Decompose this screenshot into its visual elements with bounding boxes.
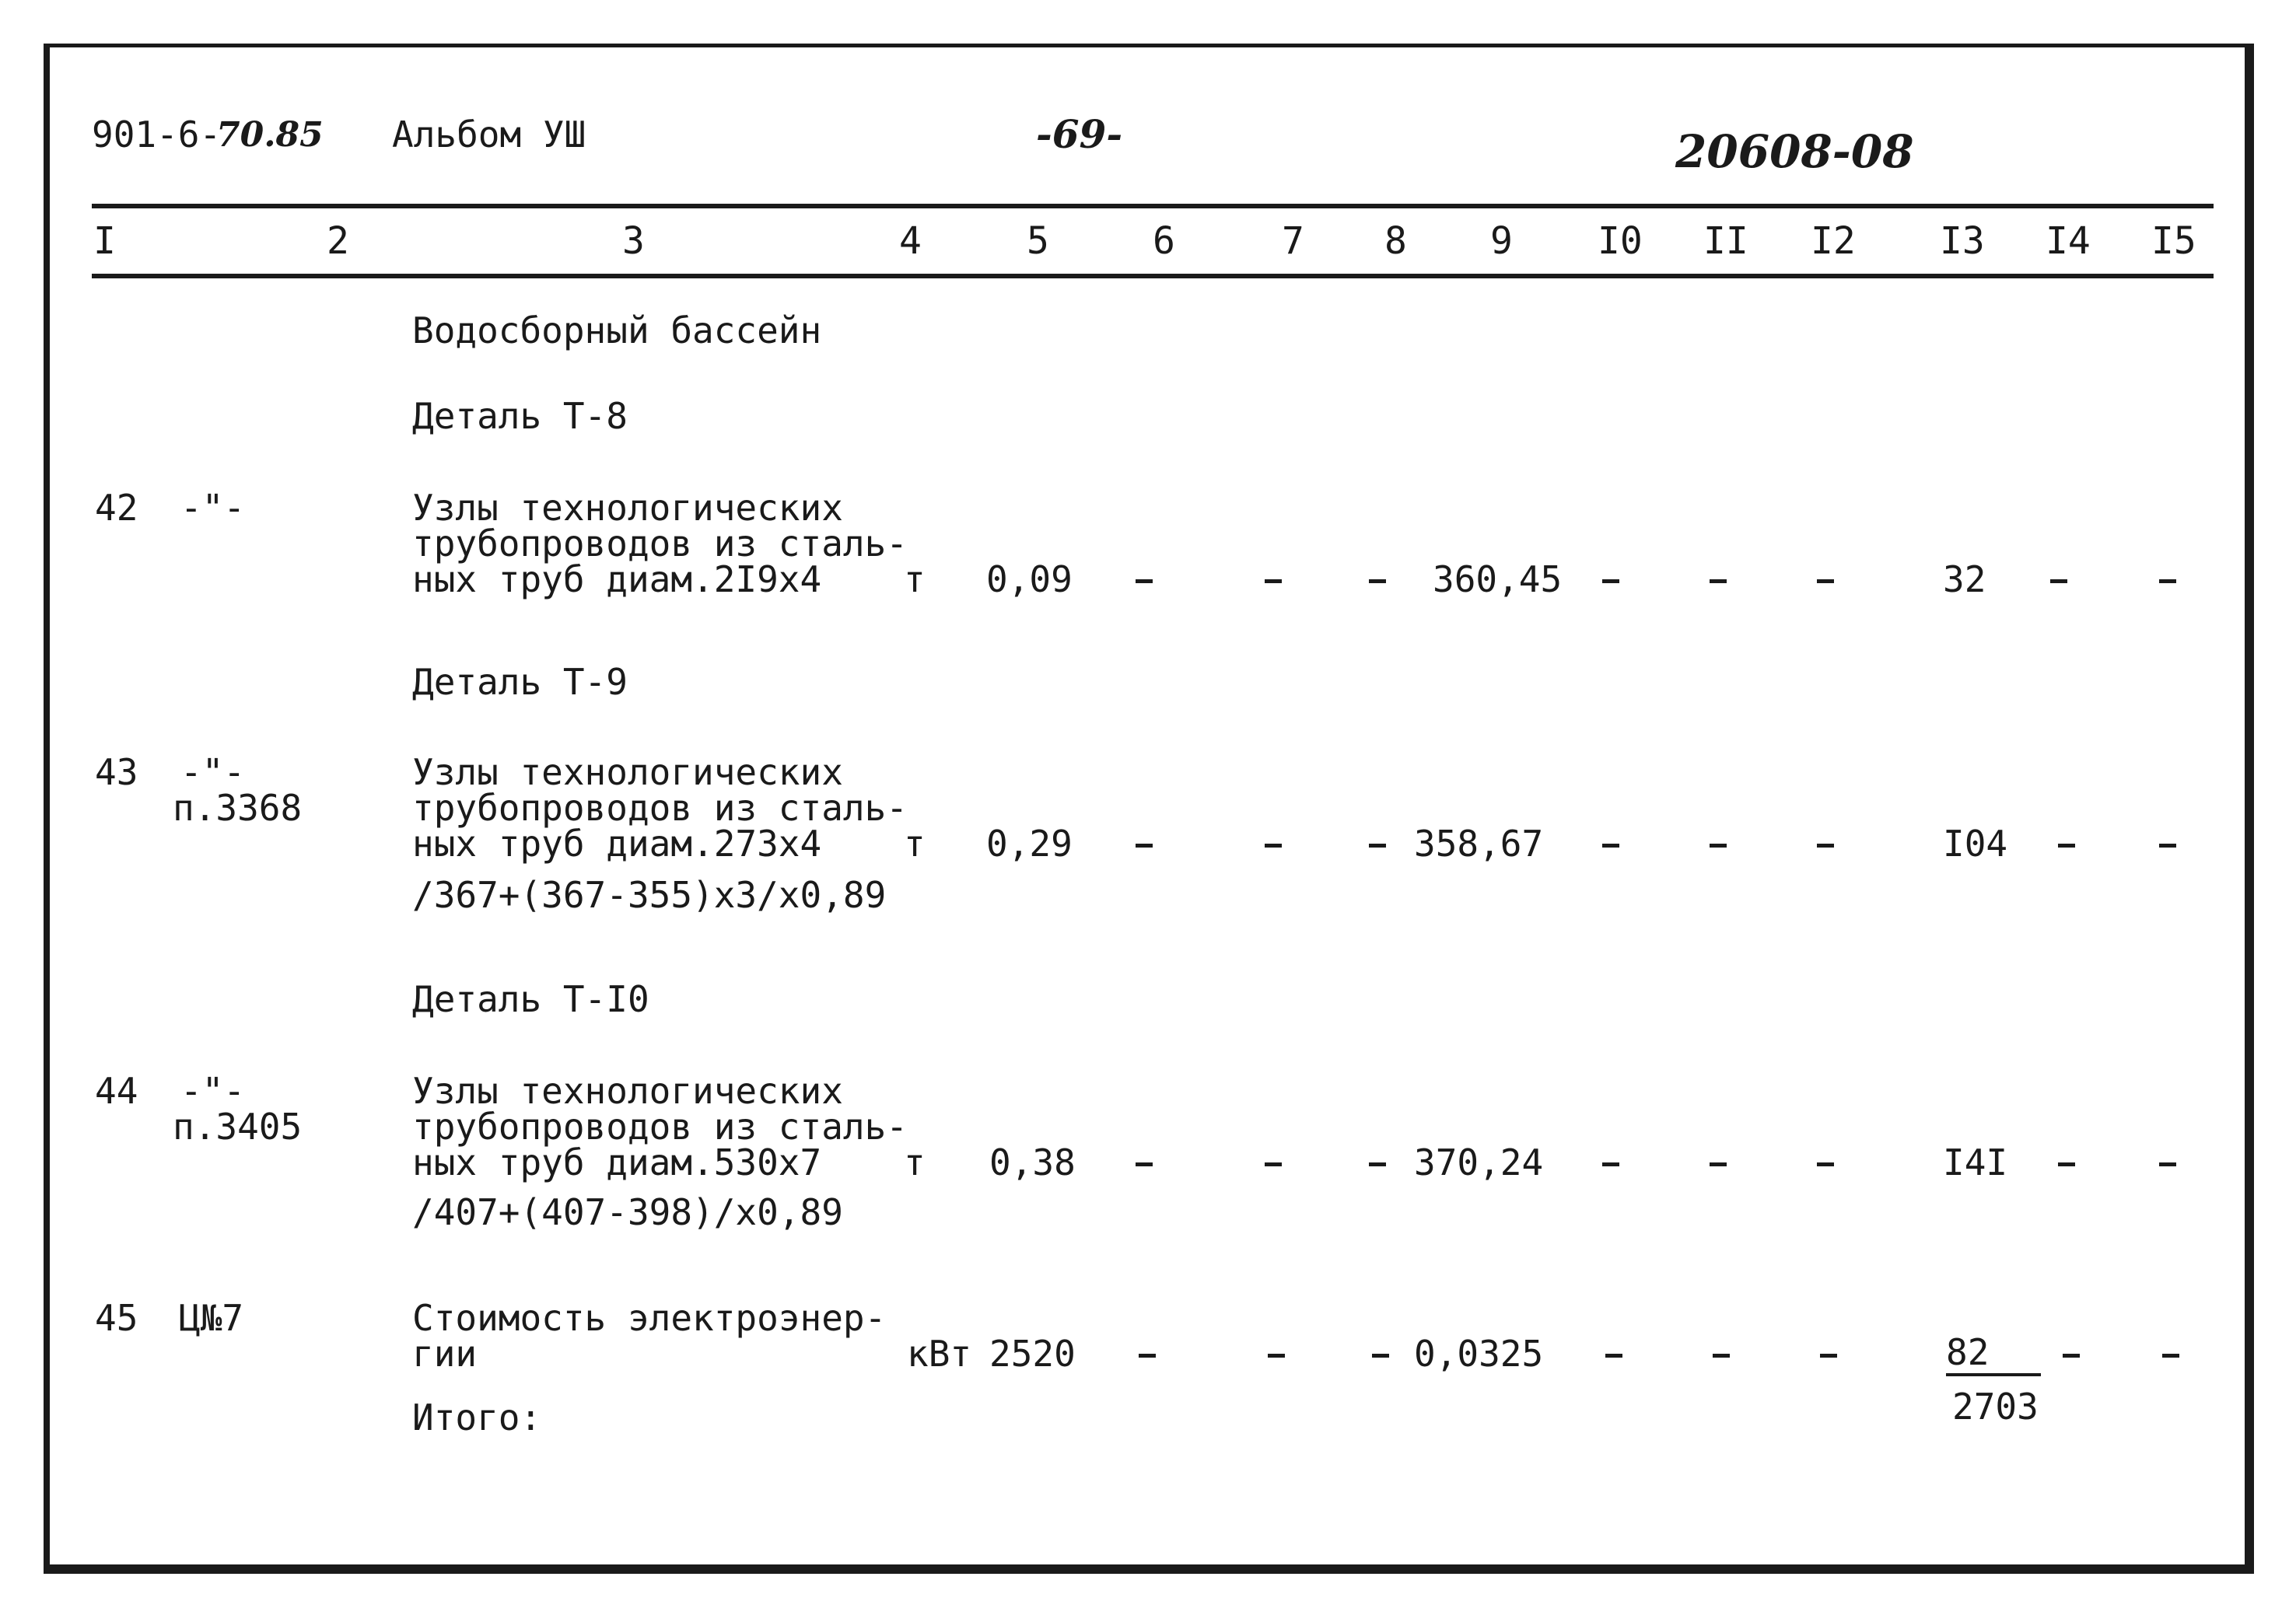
empty-cell-dash bbox=[1817, 579, 1834, 583]
row-unit: кВт bbox=[907, 1333, 972, 1375]
album-label: Альбом УШ bbox=[392, 114, 586, 156]
empty-cell-dash bbox=[1369, 1162, 1386, 1166]
row-cost: I04 bbox=[1943, 823, 2008, 865]
row-unit-price: 370,24 bbox=[1414, 1141, 1544, 1183]
row-number: 44 bbox=[95, 1070, 138, 1112]
col-header-11: II bbox=[1703, 219, 1748, 263]
row-quantity: 0,29 bbox=[986, 823, 1073, 865]
empty-cell-dash bbox=[1268, 1354, 1285, 1358]
empty-cell-dash bbox=[1602, 1162, 1619, 1166]
doc-code-handwritten: 70.85 bbox=[216, 115, 324, 155]
empty-cell-dash bbox=[1602, 844, 1619, 848]
empty-cell-dash bbox=[1265, 1162, 1282, 1166]
detail-heading-t9: Деталь Т-9 bbox=[412, 661, 628, 703]
page-number: -69- bbox=[1036, 111, 1123, 157]
row-reference-paragraph: п.3368 bbox=[173, 787, 303, 829]
row-reference: -"- bbox=[180, 1070, 246, 1112]
col-header-9: 9 bbox=[1490, 219, 1513, 263]
empty-cell-dash bbox=[2063, 1354, 2080, 1358]
col-header-8: 8 bbox=[1384, 219, 1407, 263]
empty-cell-dash bbox=[1710, 1162, 1727, 1166]
row-description-line: трубопроводов из сталь- bbox=[412, 787, 908, 829]
col-header-12: I2 bbox=[1811, 219, 1856, 263]
row-cost: 32 bbox=[1943, 558, 1986, 600]
col-header-13: I3 bbox=[1940, 219, 1985, 263]
empty-cell-dash bbox=[1713, 1354, 1730, 1358]
row-description-line: Стоимость электроэнер- bbox=[412, 1297, 887, 1339]
sheet-code: 20608-08 bbox=[1675, 125, 1914, 178]
row-quantity: 0,09 bbox=[986, 558, 1073, 600]
empty-cell-dash bbox=[2159, 844, 2176, 848]
row-number: 42 bbox=[95, 487, 138, 529]
col-header-6: 6 bbox=[1153, 219, 1175, 263]
empty-cell-dash bbox=[1265, 844, 1282, 848]
empty-cell-dash bbox=[1710, 844, 1727, 848]
empty-cell-dash bbox=[1369, 844, 1386, 848]
row-description-line: трубопроводов из сталь- bbox=[412, 523, 908, 565]
col-header-15: I5 bbox=[2151, 219, 2196, 263]
row-description-line: трубопроводов из сталь- bbox=[412, 1106, 908, 1148]
empty-cell-dash bbox=[2058, 844, 2075, 848]
row-description-line: ных труб диам.2I9x4 bbox=[412, 558, 822, 600]
empty-cell-dash bbox=[1820, 1354, 1837, 1358]
row-reference-paragraph: п.3405 bbox=[173, 1106, 303, 1148]
empty-cell-dash bbox=[1605, 1354, 1622, 1358]
header-rule-top bbox=[92, 204, 2214, 208]
row-unit-price: 0,0325 bbox=[1414, 1333, 1544, 1375]
col-header-14: I4 bbox=[2046, 219, 2091, 263]
row-number: 45 bbox=[95, 1297, 138, 1339]
row-reference: Ц№7 bbox=[179, 1297, 244, 1339]
empty-cell-dash bbox=[1136, 844, 1153, 848]
row-description-line: гии bbox=[412, 1333, 478, 1375]
row-description-line: Узлы технологических bbox=[412, 1070, 843, 1112]
empty-cell-dash bbox=[1136, 579, 1153, 583]
row-unit: т bbox=[904, 1141, 926, 1183]
row-reference: -"- bbox=[180, 487, 246, 529]
row-description-line: Узлы технологических bbox=[412, 751, 843, 793]
row-reference: -"- bbox=[180, 751, 246, 793]
row-description-line: Узлы технологических bbox=[412, 487, 843, 529]
empty-cell-dash bbox=[1369, 579, 1386, 583]
row-cost: 82 bbox=[1946, 1331, 1990, 1373]
header-rule-bottom bbox=[92, 274, 2214, 278]
empty-cell-dash bbox=[1265, 579, 1282, 583]
empty-cell-dash bbox=[1372, 1354, 1389, 1358]
row-unit-price: 360,45 bbox=[1433, 558, 1563, 600]
empty-cell-dash bbox=[2159, 1162, 2176, 1166]
empty-cell-dash bbox=[2050, 579, 2067, 583]
col-header-10: I0 bbox=[1598, 219, 1643, 263]
row-unit-price: 358,67 bbox=[1414, 823, 1544, 865]
row-description-line: ных труб диам.273x4 bbox=[412, 823, 822, 865]
sum-underline bbox=[1946, 1373, 2041, 1376]
row-unit: т bbox=[904, 558, 926, 600]
detail-heading-t8: Деталь Т-8 bbox=[412, 395, 628, 437]
row-cost: I4I bbox=[1943, 1141, 2008, 1183]
row-unit: т bbox=[904, 823, 926, 865]
col-header-5: 5 bbox=[1027, 219, 1049, 263]
col-header-7: 7 bbox=[1282, 219, 1304, 263]
col-header-3: 3 bbox=[622, 219, 645, 263]
col-header-4: 4 bbox=[899, 219, 922, 263]
row-quantity: 0,38 bbox=[989, 1141, 1076, 1183]
total-label: Итого: bbox=[412, 1397, 542, 1438]
empty-cell-dash bbox=[1817, 1162, 1834, 1166]
detail-heading-t10: Деталь Т-I0 bbox=[412, 978, 649, 1020]
doc-code: 901-6- bbox=[92, 114, 222, 156]
total-value: 2703 bbox=[1952, 1386, 2039, 1428]
empty-cell-dash bbox=[2162, 1354, 2179, 1358]
col-header-2: 2 bbox=[327, 219, 349, 263]
empty-cell-dash bbox=[1817, 844, 1834, 848]
empty-cell-dash bbox=[1710, 579, 1727, 583]
empty-cell-dash bbox=[1136, 1162, 1153, 1166]
empty-cell-dash bbox=[1602, 579, 1619, 583]
row-calculation: /407+(407-398)/x0,89 bbox=[412, 1191, 843, 1233]
empty-cell-dash bbox=[1139, 1354, 1156, 1358]
row-description-line: ных труб диам.530x7 bbox=[412, 1141, 822, 1183]
empty-cell-dash bbox=[2159, 579, 2176, 583]
row-calculation: /367+(367-355)x3/x0,89 bbox=[412, 874, 887, 916]
col-header-1: I bbox=[93, 219, 116, 263]
row-number: 43 bbox=[95, 751, 138, 793]
empty-cell-dash bbox=[2058, 1162, 2075, 1166]
section-title: Водосборный бассейн bbox=[412, 309, 822, 351]
row-quantity: 2520 bbox=[989, 1333, 1076, 1375]
